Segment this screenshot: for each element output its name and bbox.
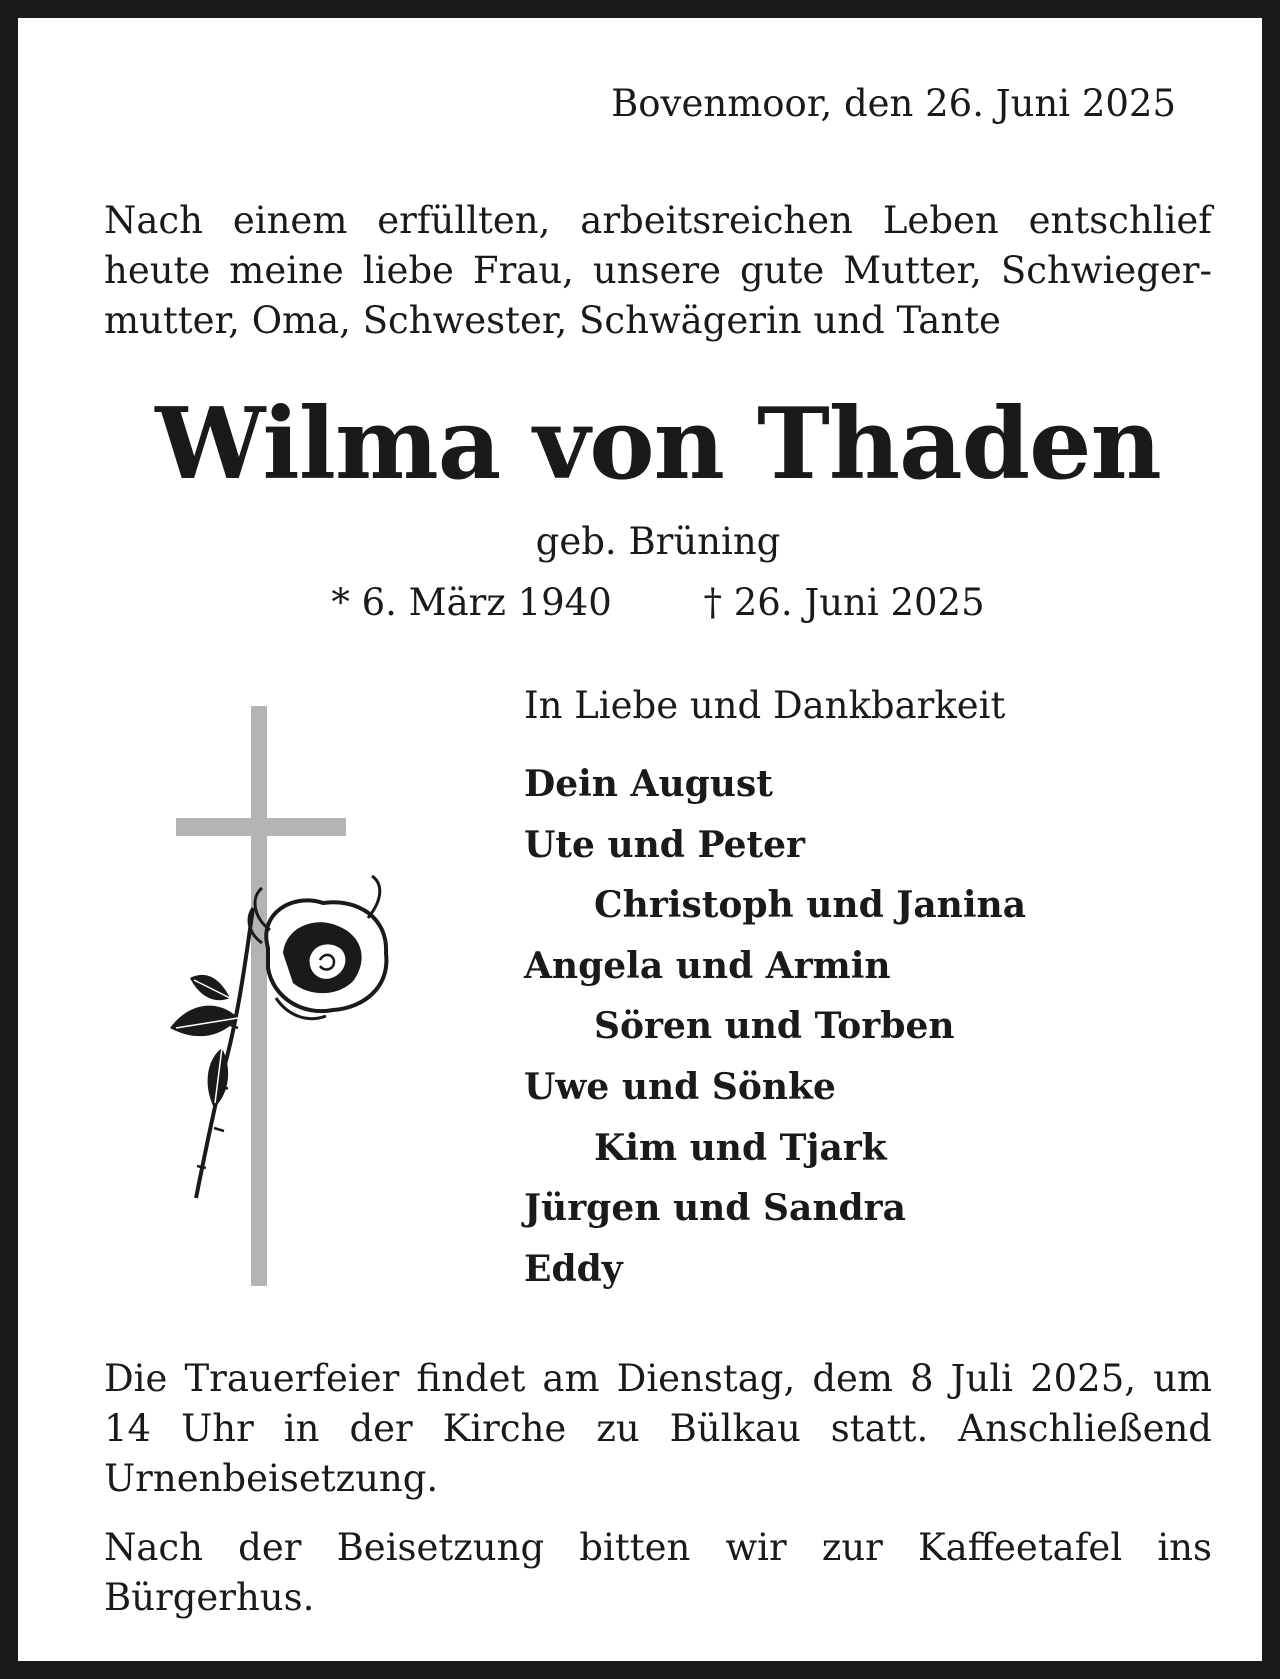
reception-info: Nach der Beisetzung bitten wir zur Kaffeetafel ins Bürgerhus. bbox=[104, 1526, 1212, 1619]
life-dates bbox=[18, 581, 1280, 624]
dedication-line: In Liebe und Dankbarkeit bbox=[524, 684, 1006, 727]
list-item: Dein August bbox=[524, 763, 773, 805]
list-item: Ute und Peter bbox=[524, 823, 806, 866]
birth-name: geb. Brüning bbox=[535, 520, 781, 563]
list-item: Christoph und Janina bbox=[594, 884, 1027, 927]
list-item: Angela und Armin bbox=[524, 944, 891, 987]
death-date: † 26. Juni 2025 bbox=[703, 581, 985, 624]
leaf bbox=[170, 1006, 238, 1037]
rose-blossom bbox=[255, 876, 386, 1019]
birth-date: * 6. März 1940 bbox=[331, 581, 612, 624]
rose-stem bbox=[196, 908, 253, 1198]
ceremony-info: Die Trauerfeier findet am Dienstag, dem 8 Juli 2025, um 14 Uhr in der Kirche zu Bülkau statt. Anschließend Urnenbeisetzung. bbox=[104, 1357, 1212, 1500]
cross-with-rose-icon bbox=[158, 698, 418, 1298]
cross-vertical-beam bbox=[251, 706, 267, 1286]
list-item: Jürgen und Sandra bbox=[524, 1187, 906, 1230]
list-item: Kim und Tjark bbox=[594, 1126, 887, 1169]
deceased-name: Wilma von Thaden bbox=[155, 387, 1161, 502]
mourners-list bbox=[524, 754, 1026, 1299]
list-item: Eddy bbox=[524, 1247, 623, 1290]
intro-text: Nach einem erfüllten, arbeitsreichen Leben entschlief heute meine liebe Frau, unsere gute Mutter, Schwiegermutter, Oma, Schwester, Schwägerin und Tante bbox=[104, 199, 1212, 342]
place-date: Bovenmoor, den 26. Juni 2025 bbox=[611, 82, 1176, 125]
list-item: Sören und Torben bbox=[594, 1005, 955, 1048]
list-item: Uwe und Sönke bbox=[524, 1065, 836, 1108]
cross-horizontal-beam bbox=[176, 818, 346, 836]
